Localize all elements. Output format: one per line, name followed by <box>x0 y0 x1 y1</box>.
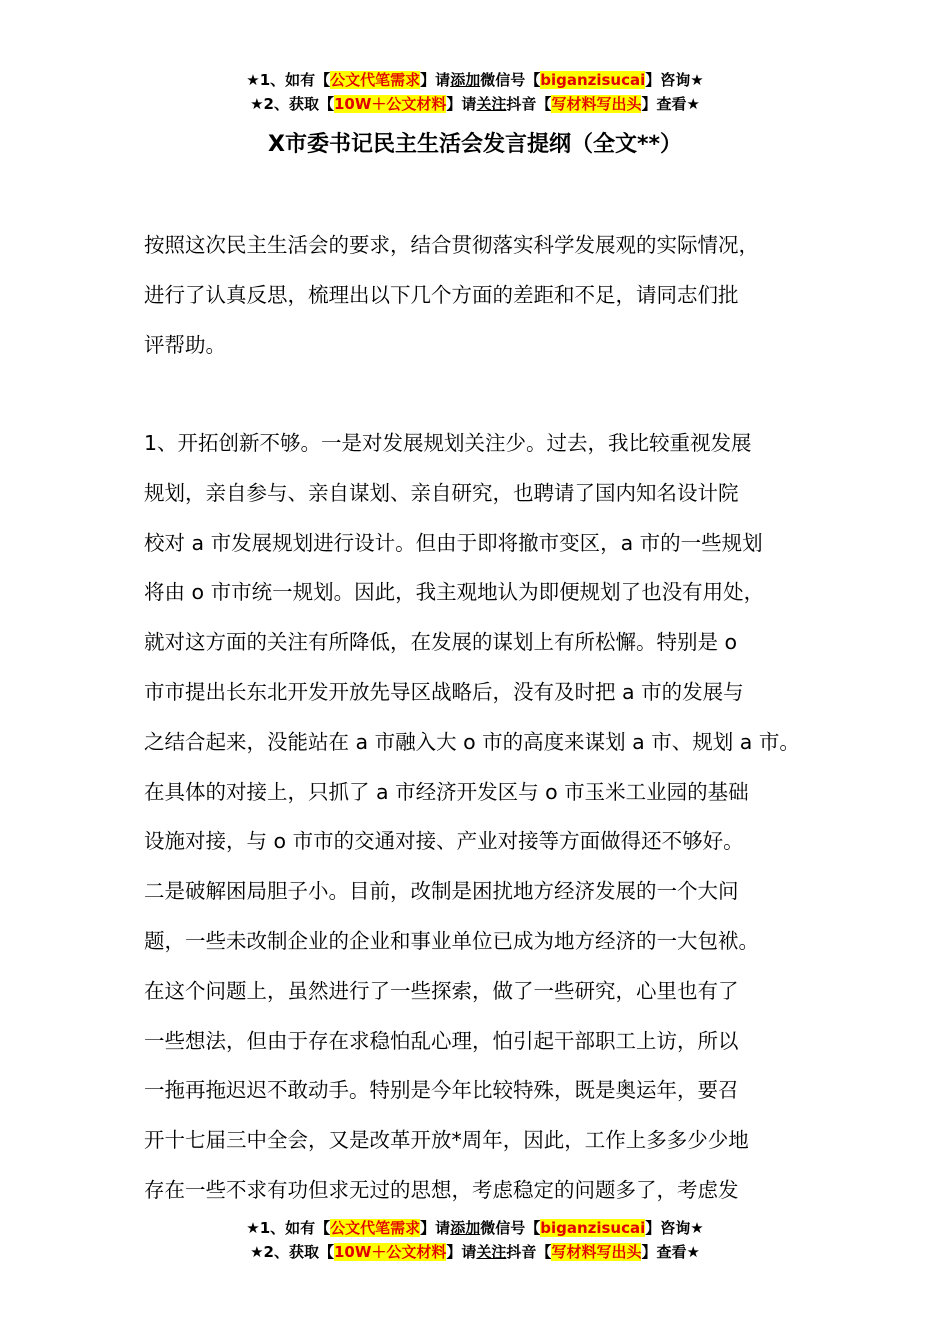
douyin-id-highlight: 写材料写出头 <box>551 95 642 113</box>
text-line: 在具体的对接上，只抓了 a 市经济开发区与 o 市玉米工业园的基础 <box>144 779 749 804</box>
promo-line-2 <box>0 1240 950 1264</box>
text-line: 设施对接，与 o 市市的交通对接、产业对接等方面做得还不够好。 <box>144 829 744 854</box>
text-line: 1、开拓创新不够。一是对发展规划关注少。过去，我比较重视发展 <box>144 431 752 455</box>
promo-text: 】查看★ <box>641 1243 700 1261</box>
promo-text: 】查看★ <box>641 95 700 113</box>
promo-underlined: 关注 <box>476 95 507 113</box>
text-line: 二是破解困局胆子小。目前，改制是困扰地方经济发展的一个大问 <box>144 879 739 904</box>
promo-text: 】请 <box>446 95 477 113</box>
paragraph-intro <box>144 221 834 370</box>
text-line: 之结合起来，没能站在 a 市融入大 o 市的高度来谋划 a 市、规划 a 市。 <box>144 729 800 754</box>
promo-text: 】咨询★ <box>645 71 704 89</box>
text-line: 就对这方面的关注有所降低，在发展的谋划上有所松懈。特别是 o <box>144 630 738 655</box>
promo-text: ★1、如有【 <box>246 71 331 89</box>
text-line: 一拖再拖迟迟不敢动手。特别是今年比较特殊，既是奥运年，要召 <box>144 1078 739 1103</box>
promo-highlight: 10W＋公文材料 <box>333 1243 447 1261</box>
wechat-id-highlight: biganzisucai <box>540 71 646 89</box>
text-line: 开十七届三中全会，又是改革开放*周年，因此，工作上多多少少地 <box>144 1128 749 1153</box>
promo-text: 微信号【 <box>480 1219 541 1237</box>
promo-text: 抖音【 <box>506 1243 552 1261</box>
text-line: 进行了认真反思，梳理出以下几个方面的差距和不足，请同志们批 <box>144 282 739 307</box>
promo-text: 】请 <box>420 1219 451 1237</box>
paragraph-section-1 <box>144 419 834 1216</box>
promo-text: 】请 <box>420 71 451 89</box>
promo-text: 抖音【 <box>506 95 552 113</box>
promo-banner-top <box>0 68 950 116</box>
promo-banner-bottom <box>0 1216 950 1264</box>
document-title: X市委书记民主生活会发言提纲（全文**） <box>268 132 682 157</box>
text-line: 按照这次民主生活会的要求，结合贯彻落实科学发展观的实际情况， <box>144 233 759 257</box>
promo-highlight: 公文代笔需求 <box>330 71 421 89</box>
promo-line-1 <box>0 1216 950 1240</box>
text-line: 存在一些不求有功但求无过的思想，考虑稳定的问题多了，考虑发 <box>144 1177 739 1202</box>
promo-text: ★2、获取【 <box>250 1243 334 1261</box>
promo-line-1 <box>0 68 950 92</box>
text-line: 评帮助。 <box>144 332 226 357</box>
promo-text: 】请 <box>446 1243 477 1261</box>
text-line: 校对 a 市发展规划进行设计。但由于即将撤市变区，a 市的一些规划 <box>144 530 763 555</box>
text-line: 题，一些未改制企业的企业和事业单位已成为地方经济的一大包袱。 <box>144 928 759 953</box>
promo-underlined: 添加 <box>450 1219 481 1237</box>
text-line: 在这个问题上，虽然进行了一些探索，做了一些研究，心里也有了 <box>144 978 739 1003</box>
text-line: 市市提出长东北开发开放先导区战略后，没有及时把 a 市的发展与 <box>144 679 744 704</box>
text-line: 规划，亲自参与、亲自谋划、亲自研究，也聘请了国内知名设计院 <box>144 480 739 505</box>
text-line: 将由 o 市市统一规划。因此，我主观地认为即便规划了也没有用处， <box>144 580 765 605</box>
promo-highlight: 10W＋公文材料 <box>333 95 447 113</box>
text-line: 一些想法，但由于存在求稳怕乱心理，怕引起干部职工上访，所以 <box>144 1028 739 1053</box>
promo-text: ★1、如有【 <box>246 1219 331 1237</box>
promo-line-2 <box>0 92 950 116</box>
wechat-id-highlight: biganzisucai <box>540 1219 646 1237</box>
promo-highlight: 公文代笔需求 <box>330 1219 421 1237</box>
promo-text: ★2、获取【 <box>250 95 334 113</box>
promo-text: 微信号【 <box>480 71 541 89</box>
promo-text: 】咨询★ <box>645 1219 704 1237</box>
promo-underlined: 添加 <box>450 71 481 89</box>
promo-underlined: 关注 <box>476 1243 507 1261</box>
douyin-id-highlight: 写材料写出头 <box>551 1243 642 1261</box>
